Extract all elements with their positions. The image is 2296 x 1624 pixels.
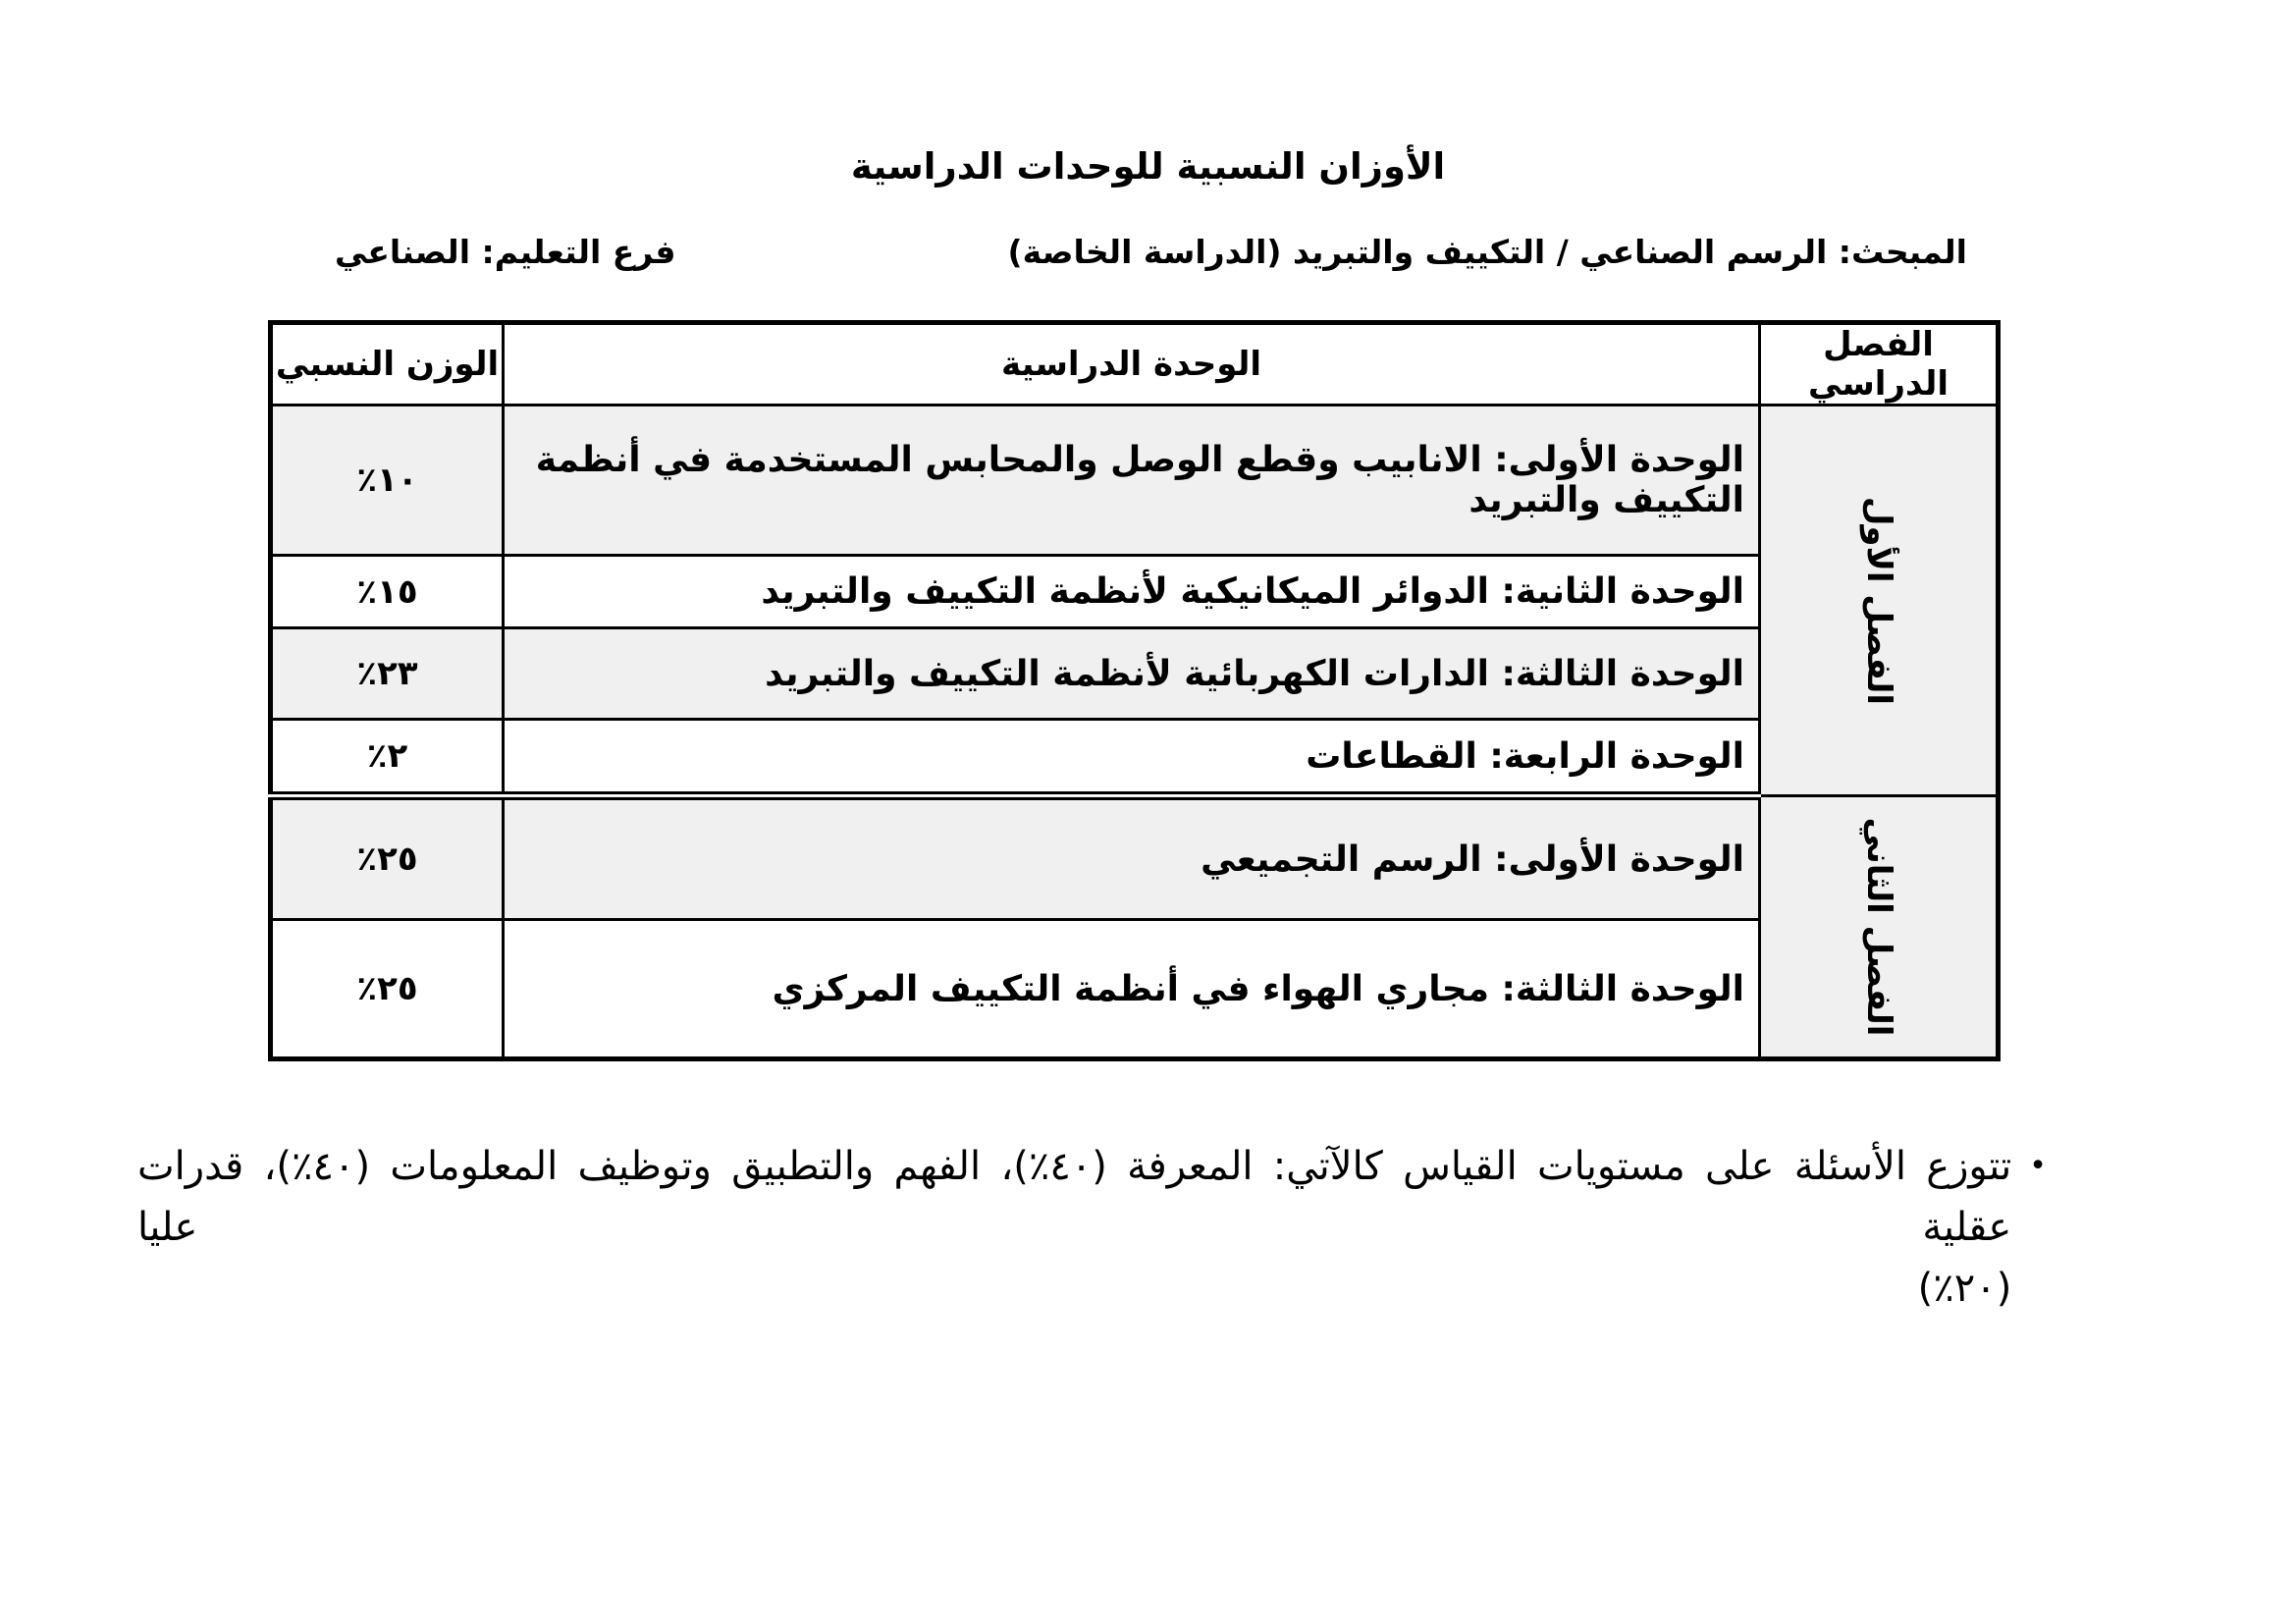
unit-cell: الوحدة الثانية: الدوائر الميكانيكية لأنظمة التكييف والتبريد: [504, 556, 1760, 628]
header-weight: الوزن النسبي: [271, 323, 504, 406]
weight-cell: ١٠٪: [271, 406, 504, 556]
semester-cell-second: [1760, 796, 1999, 1059]
subject-field: المبحث: الرسم الصناعي / التكييف والتبريد (الدراسة الخاصة): [1007, 233, 1967, 271]
note-text: [137, 1136, 2011, 1319]
unit-cell: الوحدة الثالثة: مجاري الهواء في أنظمة التكييف المركزي: [504, 920, 1760, 1059]
table-row: [271, 920, 1999, 1059]
weight-cell: ٢٥٪: [271, 796, 504, 920]
weights-table: [268, 320, 2001, 1061]
table-row: [271, 796, 1999, 920]
table-row: [271, 406, 1999, 556]
unit-cell: الوحدة الثالثة: الدارات الكهربائية لأنظمة التكييف والتبريد: [504, 628, 1760, 720]
table-row: [271, 628, 1999, 720]
weight-cell: ٢٥٪: [271, 920, 504, 1059]
weight-cell: ٢٣٪: [271, 628, 504, 720]
education-branch-field: فرع التعليم: الصناعي: [335, 233, 676, 271]
subject-row: [335, 233, 1967, 271]
semester-label-first: الفصل الأول: [1858, 496, 1898, 705]
semester-cell-first: [1760, 406, 1999, 796]
unit-cell: الوحدة الأولى: الانابيب وقطع الوصل والمحابس المستخدمة في أنظمة التكييف والتبريد: [504, 406, 1760, 556]
distribution-note: [137, 1136, 2047, 1319]
unit-cell: الوحدة الأولى: الرسم التجميعي: [504, 796, 1760, 920]
semester-label-second: الفصل الثاني: [1858, 817, 1898, 1037]
table-row: [271, 720, 1999, 796]
table-header-row: [271, 323, 1999, 406]
header-semester: الفصل الدراسي: [1760, 323, 1999, 406]
weight-cell: ١٥٪: [271, 556, 504, 628]
unit-cell: الوحدة الرابعة: القطاعات: [504, 720, 1760, 796]
weight-cell: ٢٪: [271, 720, 504, 796]
bullet-icon: •: [2029, 1149, 2047, 1183]
note-line-1: تتوزع الأسئلة على مستويات القياس كالآتي: المعرفة (٤٠٪)، الفهم والتطبيق وتوظيف المعلومات (٤٠٪)، قدرات عقلية عليا: [137, 1144, 2012, 1250]
note-line-2: (٢٠٪): [1917, 1266, 2012, 1311]
header-unit: الوحدة الدراسية: [504, 323, 1760, 406]
table-row: [271, 556, 1999, 628]
page-title: الأوزان النسبية للوحدات الدراسية: [850, 145, 1446, 188]
